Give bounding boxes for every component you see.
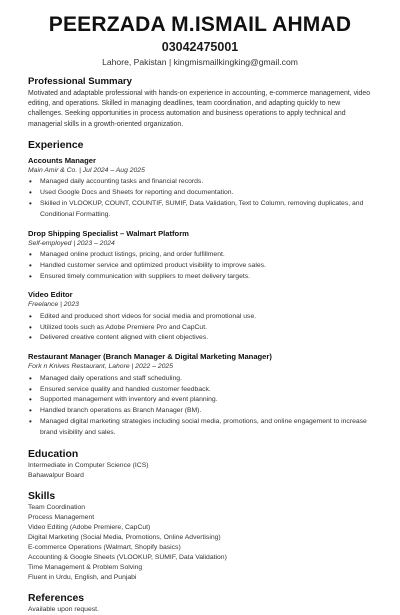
education-section bbox=[28, 449, 372, 481]
job-entry bbox=[28, 229, 372, 283]
summary-heading: Professional Summary bbox=[28, 76, 132, 87]
experience-section bbox=[28, 140, 372, 439]
bullet-dot-icon: • bbox=[29, 416, 32, 426]
skill-item: Time Management & Problem Solving bbox=[28, 563, 143, 571]
bullet-dot-icon: • bbox=[29, 311, 32, 321]
education-heading: Education bbox=[28, 448, 79, 460]
candidate-name: PEERZADA M.ISMAIL AHMAD bbox=[48, 13, 352, 36]
bullet-item bbox=[28, 385, 372, 396]
experience-heading: Experience bbox=[28, 139, 84, 151]
bullet-dot-icon: • bbox=[29, 271, 32, 281]
job-meta: Fork n Knives Restaurant, Lahore | 2022 – 2025 bbox=[28, 363, 173, 371]
job-title: Restaurant Manager (Branch Manager & Digital Marketing Manager) bbox=[28, 352, 272, 362]
bullet-item bbox=[28, 261, 372, 272]
education-degree: Intermediate in Computer Science (ICS) bbox=[28, 461, 149, 469]
skill-item: Digital Marketing (Social Media, Promotions, Online Advertising) bbox=[28, 533, 221, 541]
bullet-text: Managed online product listings, pricing, and order fulfillment. bbox=[40, 251, 225, 258]
bullet-text: Managed daily operations and staff scheduling. bbox=[40, 374, 182, 382]
bullet-item bbox=[28, 177, 372, 188]
skill-item: Fluent in Urdu, English, and Punjabi bbox=[28, 573, 137, 581]
bullet-item bbox=[28, 272, 372, 283]
bullet-item bbox=[28, 250, 372, 261]
job-bullets bbox=[28, 312, 372, 344]
skill-item: Accounting & Google Sheets (VLOOKUP, SUMIF, Data Validation) bbox=[28, 553, 227, 561]
bullet-text: Ensured timely communication with suppliers to meet delivery targets. bbox=[40, 272, 251, 280]
bullet-dot-icon: • bbox=[29, 177, 32, 187]
skill-item: E-commerce Operations (Walmart, Shopify basics) bbox=[28, 543, 181, 551]
job-entry bbox=[28, 352, 372, 438]
job-title: Video Editor bbox=[28, 290, 73, 300]
bullet-item bbox=[28, 312, 372, 323]
bullet-text: Delivered creative content aligned with client objectives. bbox=[40, 334, 209, 342]
bullet-item bbox=[28, 333, 372, 344]
references-text: Available upon request. bbox=[28, 605, 99, 613]
job-bullets bbox=[28, 177, 372, 220]
bullet-dot-icon: • bbox=[29, 384, 32, 394]
bullet-dot-icon: • bbox=[29, 373, 32, 383]
bullet-text: Handled customer service and optimized product visibility to improve sales. bbox=[40, 261, 266, 269]
bullet-dot-icon: • bbox=[29, 260, 32, 270]
skill-item: Process Management bbox=[28, 513, 95, 521]
bullet-item bbox=[28, 374, 372, 385]
bullet-dot-icon: • bbox=[29, 322, 32, 332]
bullet-item bbox=[28, 406, 372, 417]
bullet-dot-icon: • bbox=[29, 406, 32, 416]
bullet-text: Managed daily accounting tasks and financial records. bbox=[40, 178, 204, 186]
bullet-text: Handled branch operations as Branch Manager (BM). bbox=[40, 407, 202, 415]
bullet-item bbox=[28, 199, 372, 221]
bullet-item bbox=[28, 188, 372, 199]
bullet-text: Supported management with inventory and event planning. bbox=[40, 396, 218, 404]
bullet-dot-icon: • bbox=[29, 250, 32, 259]
bullet-text: Managed digital marketing strategies including social media, promotions, and online engagement to increase brand visibility and sales. bbox=[40, 417, 367, 436]
bullet-text: Edited and produced short videos for social media and promotional use. bbox=[40, 312, 257, 320]
job-entry bbox=[28, 156, 372, 221]
bullet-dot-icon: • bbox=[29, 333, 32, 343]
bullet-text: Used Google Docs and Sheets for reporting and documentation. bbox=[40, 189, 234, 197]
bullet-dot-icon: • bbox=[29, 188, 32, 198]
job-meta: Freelance | 2023 bbox=[28, 301, 79, 309]
bullet-item bbox=[28, 323, 372, 334]
references-heading: References bbox=[28, 592, 85, 604]
skills-section bbox=[28, 491, 372, 583]
job-meta: Main Amir & Co. | Jul 2024 – Aug 2025 bbox=[28, 166, 145, 174]
job-title: Accounts Manager bbox=[28, 155, 96, 165]
bullet-dot-icon: • bbox=[29, 395, 32, 405]
bullet-item bbox=[28, 417, 372, 439]
job-title: Drop Shipping Specialist – Walmart Platform bbox=[28, 228, 189, 238]
job-bullets bbox=[28, 374, 372, 439]
skills-heading: Skills bbox=[28, 490, 56, 502]
job-entry bbox=[28, 290, 372, 344]
job-bullets bbox=[28, 250, 372, 282]
bullet-item bbox=[28, 395, 372, 406]
skills-list bbox=[28, 503, 372, 583]
bullet-text: Skilled in VLOOKUP, COUNT, COUNTIF, SUMIF, Data Validation, Text to Column, removing duplicates, and Conditional Formatting. bbox=[40, 199, 364, 218]
job-meta: Self-employed | 2023 – 2024 bbox=[28, 239, 115, 247]
phone-number: 03042475001 bbox=[161, 40, 239, 54]
summary-section bbox=[28, 76, 372, 130]
job-list bbox=[28, 156, 372, 439]
education-board: Bahawalpur Board bbox=[28, 471, 84, 479]
skill-item: Team Coordination bbox=[28, 503, 86, 511]
contact-line: Lahore, Pakistan | kingmismailkingking@gmail.com bbox=[102, 57, 298, 67]
skill-item: Video Editing (Adobe Premiere, CapCut) bbox=[28, 523, 151, 531]
bullet-text: Utilized tools such as Adobe Premiere Pro and CapCut. bbox=[40, 323, 207, 331]
bullet-dot-icon: • bbox=[29, 198, 32, 208]
bullet-text: Ensured service quality and handled customer feedback. bbox=[40, 385, 211, 393]
references-section bbox=[28, 593, 372, 615]
summary-text: Motivated and adaptable professional with hands-on experience in accounting, e-commerce management, video editing, and operations. Skilled in managing deadlines, team coordination, and adapting quickly to new challenges. Seeking opportunities in process automation and business operations to apply technical and managerial skills in a growth-oriented organization. bbox=[28, 90, 371, 128]
